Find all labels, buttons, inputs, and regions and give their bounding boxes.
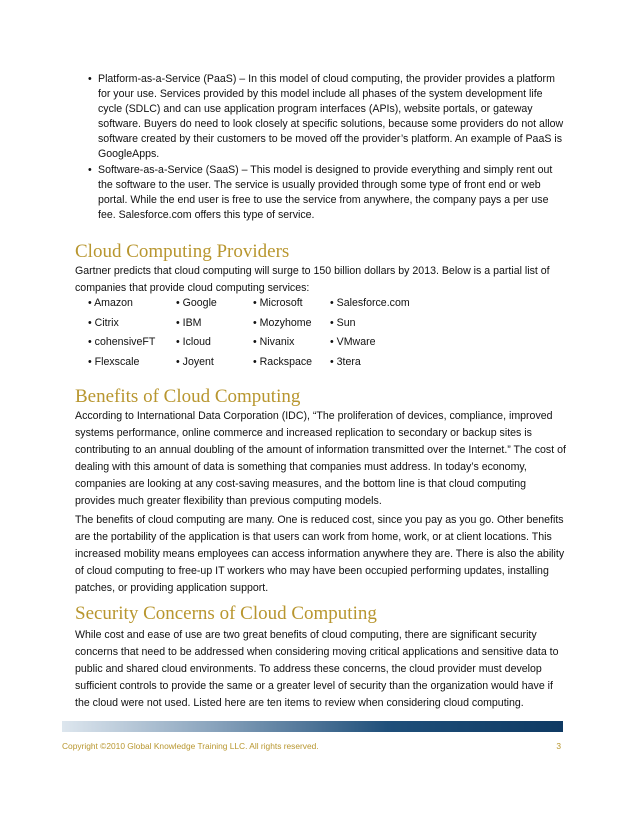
provider-item: • Joyent xyxy=(176,355,214,368)
provider-item: • Microsoft xyxy=(253,297,303,309)
paas-bullet: • Platform-as-a-Service (PaaS) – In this model of cloud computing, the provider provides a platform for your use. Services provided by this model include all phases of the system development life cycle (SDLC) and can use application program interfaces (APIs), website portals, or gateway software. Buyers do need to look closely at specific solutions, because some providers do not allow software created by their customers to be moved off the provider’s platform. An example of PaaS is GoogleApps. xyxy=(88,72,568,162)
provider-item: • Rackspace xyxy=(253,355,313,368)
saas-bullet: • Software-as-a-Service (SaaS) – This model is designed to provide everything and simply rent out the software to the user. The service is usually provided through some type of front end or web portal. While the end user is free to use the service from anywhere, the company pays a per use fee. Salesforce.com offers this type of service. xyxy=(88,163,568,223)
providers-heading: Cloud Computing Providers xyxy=(75,241,290,262)
benefits-paragraph-2: The benefits of cloud computing are many. One is reduced cost, since you pay as you go. Other benefits are the portability of the application is that users can work from home, work, or at client locations. This increased mobility means employees can access information anywhere they are. There is also the ability of cloud computing to free-up IT workers who may have been occupied performing updates, installing patches, or providing application support. xyxy=(75,514,565,594)
provider-item: • 3tera xyxy=(330,355,361,368)
page-number: 3 xyxy=(556,741,561,751)
provider-item: • Citrix xyxy=(88,316,119,329)
provider-item: • Amazon xyxy=(88,297,133,309)
provider-item: • VMware xyxy=(330,336,376,348)
provider-item: • IBM xyxy=(176,316,202,329)
benefits-heading: Benefits of Cloud Computing xyxy=(75,386,301,407)
provider-item: • Google xyxy=(176,297,217,309)
providers-list xyxy=(88,294,448,372)
service-bullet-list xyxy=(88,163,568,223)
provider-item: • Sun xyxy=(330,316,356,329)
provider-item: • Flexscale xyxy=(88,355,140,368)
copyright-notice: Copyright ©2010 Global Knowledge Training LLC. All rights reserved. xyxy=(62,741,319,751)
provider-item: • Nivanix xyxy=(253,336,295,348)
providers-intro: Gartner predicts that cloud computing will surge to 150 billion dollars by 2013. Below is a partial list of companies that provide cloud computing services: xyxy=(75,265,550,294)
security-paragraph: While cost and ease of use are two great benefits of cloud computing, there are significant security concerns that need to be addressed when considering moving critical applications and sensitive data to public and shared cloud environments. To address these concerns, the cloud provider must develop sufficient controls to provide the same or a greater level of security than the organization would have if the cloud were not used. Listed here are ten items to review when considering cloud computing. xyxy=(75,629,559,709)
provider-item: • cohensiveFT xyxy=(88,336,156,348)
provider-item: • Icloud xyxy=(176,336,211,348)
provider-item: • Mozyhome xyxy=(253,316,312,329)
service-bullet-list xyxy=(88,72,568,162)
security-heading: Security Concerns of Cloud Computing xyxy=(75,603,377,624)
footer-bar xyxy=(62,721,563,732)
benefits-paragraph-1: According to International Data Corporation (IDC), “The proliferation of devices, compliance, improved systems performance, online commerce and increased replication to secondary or backup sites is contributing to an annual doubling of the amount of information transmitted over the Internet.” The cost of dealing with this amount of data is something that companies must address. In today’s economy, companies are looking at any cost-saving measures, and the bottom line is that cloud computing provides much greater flexibility than previous computing models. xyxy=(75,410,566,507)
provider-item: • Salesforce.com xyxy=(330,297,410,309)
